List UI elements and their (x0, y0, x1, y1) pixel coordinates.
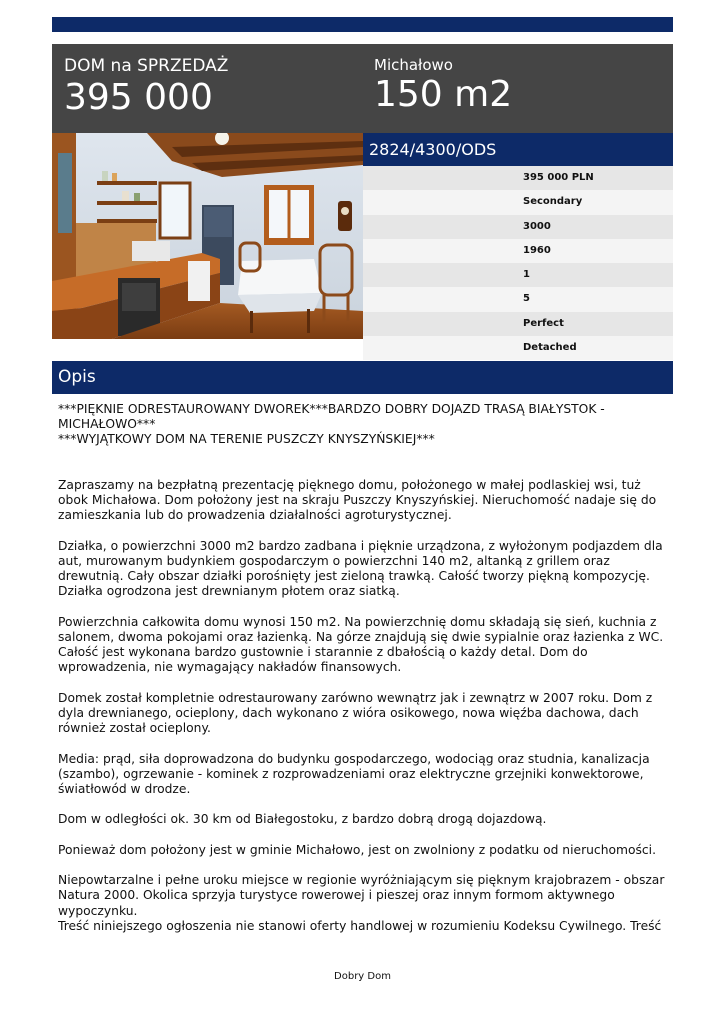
detail-plot-area: 3000 (363, 215, 673, 239)
spacer (58, 448, 668, 478)
reference-number: 2824/4300/ODS (363, 133, 673, 166)
description-paragraph: Niepowtarzalne i pełne uroku miejsce w regionie wyróżniającym się pięknym krajobrazem - obszar Natura 2000. Okolica sprzyja turystyce rowerowej i pieszej oraz innym formom aktywnego wypoczynku. (58, 873, 665, 918)
top-accent-bar (52, 17, 673, 32)
property-type-label: DOM na SPRZEDAŻ (64, 56, 229, 76)
description-paragraph: Ponieważ dom położony jest w gminie Michałowo, jest on zwolniony z podatku od nieruchomości. (58, 842, 657, 857)
detail-floors: 1 (363, 263, 673, 287)
description-headline-2: ***WYJĄTKOWY DOM NA TERENIE PUSZCZY KNYSZYŃSKIEJ*** (58, 432, 435, 447)
description-paragraph: Działka, o powierzchni 3000 m2 bardzo zadbana i pięknie urządzona, z wyłożonym podjazdem dla aut, murowanym budynkiem gospodarczym o powierzchni 140 m2, altanką z grillem oraz drewutnią. Cały obszar działki porośnięty jest zieloną trawką. Całość tworzy piękną kompozycję. Działka ogrodzona jest drewnianym płotem oraz siatką. (58, 538, 663, 599)
city-label: Michałowo (374, 56, 453, 74)
detail-market: Secondary (363, 190, 673, 214)
description-paragraph: Powierzchnia całkowita domu wynosi 150 m2. Na powierzchnię domu składają się sień, kuchnia z salonem, dwoma pokojami oraz łazienką. Na górze znajdują się dwie sypialnie oraz łazienka z WC. Całość jest wykonana bardzo gustownie i starannie z dbałością o każdy detal. Dom do wprowadzenia, nie wymagający nakładów finansowych. (58, 614, 664, 675)
area-headline: 150 m2 (374, 74, 513, 115)
listing-header (52, 44, 673, 133)
detail-condition: Perfect (363, 312, 673, 336)
details-table (363, 166, 673, 360)
footer-agency-name: Dobry Dom (334, 971, 391, 982)
description-headline-1: ***PIĘKNIE ODRESTAUROWANY DWOREK***BARDZO DOBRY DOJAZD TRASĄ BIAŁYSTOK - MICHAŁOWO*** (58, 402, 605, 432)
section-title-description: Opis (52, 361, 673, 394)
description-paragraph: Dom w odległości ok. 30 km od Białegostoku, z bardzo dobrą drogą dojazdową. (58, 812, 547, 827)
description-paragraph: Domek został kompletnie odrestaurowany zarówno wewnątrz jak i zewnątrz w 2007 roku. Dom z dyla drewnianego, ocieplony, dach wykonano z wióra osikowego, nowa więźba dachowa, dach również został ocieplony. (58, 690, 653, 736)
detail-rooms: 5 (363, 287, 673, 311)
description-paragraph: Treść niniejszego ogłoszenia nie stanowi oferty handlowej w rozumieniu Kodeksu Cywilnego. Treść (58, 918, 662, 933)
price-headline: 395 000 (64, 77, 213, 118)
detail-price: 395 000 PLN (363, 166, 673, 190)
kitchen-photo (52, 133, 363, 339)
detail-year-built: 1960 (363, 239, 673, 263)
description-paragraph: Media: prąd, siła doprowadzona do budynku gospodarczego, wodociąg oraz studnia, kanalizacja (szambo), ogrzewanie - kominek z rozprowadzeniami oraz elektryczne grzejniki konwektorowe, światłowód w drodze. (58, 751, 650, 796)
detail-building-type: Detached (363, 336, 673, 360)
description-text (58, 402, 668, 934)
description-paragraph: Zapraszamy na bezpłatną prezentację pięknego domu, położonego w małej podlaskiej wsi, tuż obok Michałowa. Dom położony jest na skraju Puszczy Knyszyńskiej. Nieruchomość nadaje się do zamieszkania lub do prowadzenia działalności agroturystycznej. (58, 478, 657, 523)
